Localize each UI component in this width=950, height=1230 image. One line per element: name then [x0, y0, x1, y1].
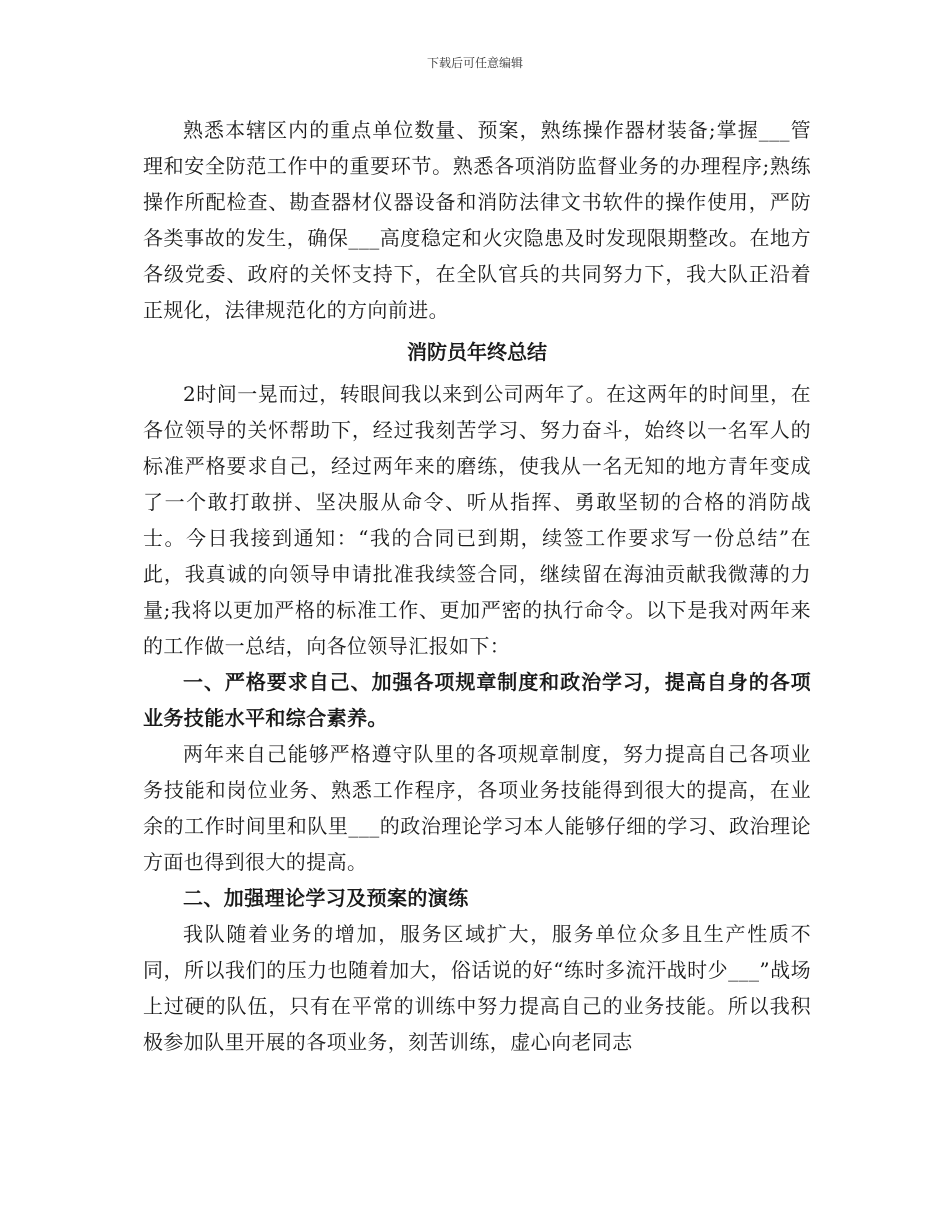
paragraph-1: 熟悉本辖区内的重点单位数量、预案，熟练操作器材装备;掌握___管理和安全防范工作中的重要环节。熟悉各项消防监督业务的办理程序;熟练操作所配检查、勘查器材仪器设备和消防法律文书软件的操作使用，严防各类事故的发生，确保___高度稳定和火灾隐患及时发现限期整改。在地方各级党委、政府的关怀支持下，在全队官兵的共同努力下，我大队正沿着正规化，法律规范化的方向前进。 [143, 118, 811, 322]
heading-1: 一、严格要求自己、加强各项规章制度和政治学习，提高自身的各项业务技能水平和综合素养。 [143, 670, 811, 730]
document-body [143, 112, 811, 1060]
page-header: 下载后可任意编辑 [426, 56, 523, 70]
paragraph-2: 2时间一晃而过，转眼间我以来到公司两年了。在这两年的时间里，在各位领导的关怀帮助下，经过我刻苦学习、努力奋斗，始终以一名军人的标准严格要求自己，经过两年来的磨练，使我从一名无知的地方青年变成了一个敢打敢拼、坚决服从命令、听从指挥、勇敢坚韧的合格的消防战士。今日我接到通知：“我的合同已到期，续签工作要求写一份总结”在此，我真诚的向领导申请批准我续签合同，继续留在海油贡献我微薄的力量;我将以更加严格的标准工作、更加严密的执行命令。以下是我对两年来的工作做一总结，向各位领导汇报如下： [143, 382, 811, 658]
paragraph-3: 两年来自己能够严格遵守队里的各项规章制度，努力提高自己各项业务技能和岗位业务、熟悉工作程序，各项业务技能得到很大的提高，在业余的工作时间里和队里___的政治理论学习本人能够仔细的学习、政治理论方面也得到很大的提高。 [143, 742, 811, 874]
paragraph-4: 我队随着业务的增加，服务区域扩大，服务单位众多且生产性质不同，所以我们的压力也随着加大，俗话说的好“练时多流汗战时少___”战场上过硬的队伍，只有在平常的训练中努力提高自己的业务技能。所以我积极参加队里开展的各项业务，刻苦训练，虚心向老同志 [143, 922, 811, 1054]
section-title: 消防员年终总结 [407, 340, 547, 364]
heading-2: 二、加强理论学习及预案的演练 [183, 886, 469, 910]
